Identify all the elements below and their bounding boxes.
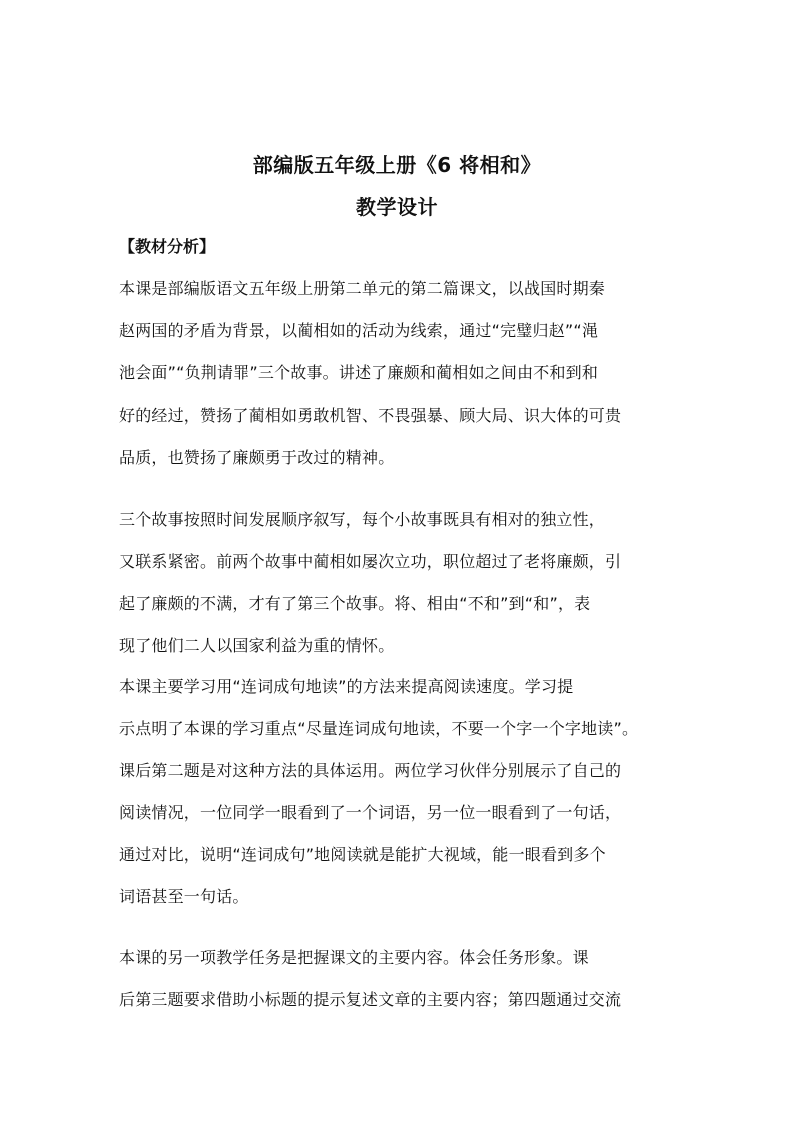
paragraph-line: 词语甚至一句话。 [119,887,249,906]
paragraph-line: 品质，也赞扬了廉颇勇于改过的精神。 [119,448,395,467]
paragraph-line: 后第三题要求借助小标题的提示复述文章的主要内容；第四题通过交流 [119,990,622,1009]
document-title: 部编版五年级上册《6 将相和》 [252,153,542,177]
paragraph-line: 通过对比，说明“连词成句”地阅读就是能扩大视域，能一眼看到多个 [119,845,606,864]
paragraph-line: 本课是部编版语文五年级上册第二单元的第二篇课文，以战国时期秦 [119,279,606,298]
paragraph-line: 又联系紧密。前两个故事中蔺相如屡次立功，职位超过了老将廉颇，引 [119,552,622,571]
paragraph-line: 课后第二题是对这种方法的具体运用。两位学习伙伴分别展示了自己的 [119,761,622,780]
paragraph-line: 池会面”“负荆请罪”三个故事。讲述了廉颇和蔺相如之间由不和到和 [119,363,599,382]
paragraph-line: 阅读情况，一位同学一眼看到了一个词语，另一位一眼看到了一句话， [119,803,622,822]
document-subtitle: 教学设计 [356,195,438,219]
paragraph-line: 本课主要学习用“连词成句地读”的方法来提高阅读速度。学习提 [119,677,574,696]
paragraph-line: 赵两国的矛盾为背景，以蔺相如的活动为线索，通过“完璧归赵”“渑 [119,321,599,340]
paragraph-line: 示点明了本课的学习重点“尽量连词成句地读，不要一个字一个字地读”。 [119,719,639,738]
paragraph-line: 好的经过，赞扬了蔺相如勇敢机智、不畏强暴、顾大局、识大体的可贵 [119,406,622,425]
paragraph-line: 本课的另一项教学任务是把握课文的主要内容。体会任务形象。课 [119,948,589,967]
paragraph-line: 起了廉颇的不满，才有了第三个故事。将、相由“不和”到“和”，表 [119,594,591,613]
paragraph-line: 三个故事按照时间发展顺序叙写，每个小故事既具有相对的独立性， [119,510,606,529]
paragraph-line: 现了他们二人以国家利益为重的情怀。 [119,636,395,655]
section-heading-material-analysis: 【教材分析】 [119,237,216,256]
